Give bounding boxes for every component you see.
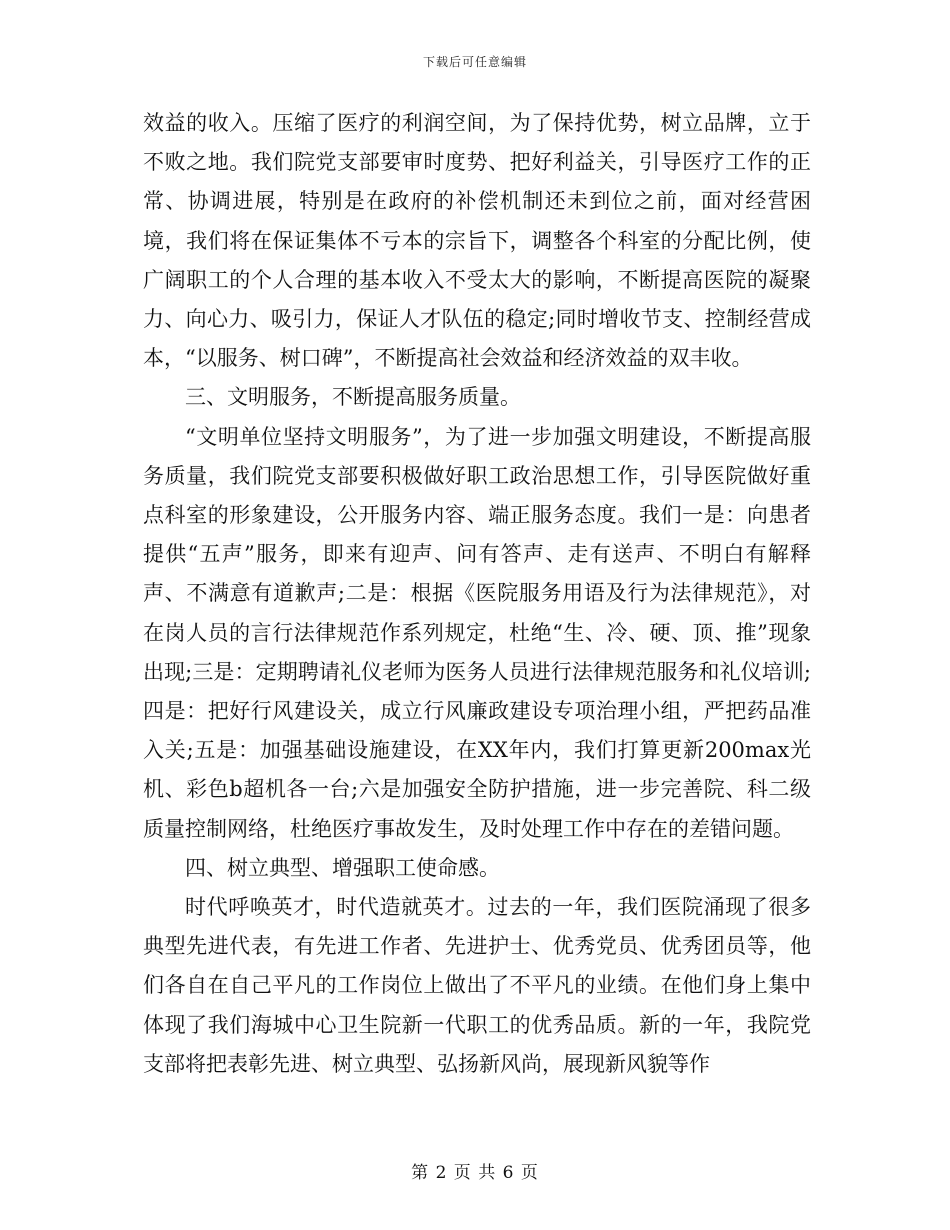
- paragraph-civilized-service: “文明单位坚持文明服务”，为了进一步加强文明建设，不断提高服务质量，我们院党支部要积极做好职工政治思想工作，引导医院做好重点科室的形象建设，公开服务内容、端正服务态度。我们一是：向患者提供“五声”服务，即来有迎声、问有答声、走有送声、不明白有解释声、不满意有道歉声;二是：根据《医院服务用语及行为法律规范》，对在岗人员的言行法律规范作系列规定，杜绝“生、冷、硬、顶、推”现象出现;三是：定期聘请礼仪老师为医务人员进行法律规范服务和礼仪培训;四是：把好行风建设关，成立行风廉政建设专项治理小组，严把药品准入关;五是：加强基础设施建设，在XX年内，我们打算更新200max光机、彩色b超机各一台;六是加强安全防护措施，进一步完善院、科二级质量控制网络，杜绝医疗事故发生，及时处理工作中存在的差错问题。: [143, 424, 811, 841]
- paragraph-role-models: 时代呼唤英才，时代造就英才。过去的一年，我们医院涌现了很多典型先进代表，有先进工作者、先进护士、优秀党员、优秀团员等，他们各自在自己平凡的工作岗位上做出了不平凡的业绩。在他们身上集中体现了我们海城中心卫生院新一代职工的优秀品质。新的一年，我院党支部将把表彰先进、树立典型、弘扬新风尚，展现新风貌等作: [143, 895, 811, 1076]
- section-heading-4: 四、树立典型、增强职工使命感。: [185, 855, 500, 880]
- document-body: [143, 104, 811, 1084]
- paragraph-continued: 效益的收入。压缩了医疗的利润空间，为了保持优势，树立品牌，立于不败之地。我们院党支部要审时度势、把好利益关，引导医疗工作的正常、协调进展，特别是在政府的补偿机制还未到位之前，面对经营困境，我们将在保证集体不亏本的宗旨下，调整各个科室的分配比例，使广阔职工的个人合理的基本收入不受太大的影响，不断提高医院的凝聚力、向心力、吸引力，保证人才队伍的稳定;同时增收节支、控制经营成本，“以服务、树口碑”，不断提高社会效益和经济效益的双丰收。: [143, 111, 811, 371]
- section-heading-3: 三、文明服务，不断提高服务质量。: [185, 385, 521, 410]
- page-number: 第 2 页 共 6 页: [411, 1163, 539, 1183]
- page-header: 下载后可任意编辑: [422, 55, 527, 69]
